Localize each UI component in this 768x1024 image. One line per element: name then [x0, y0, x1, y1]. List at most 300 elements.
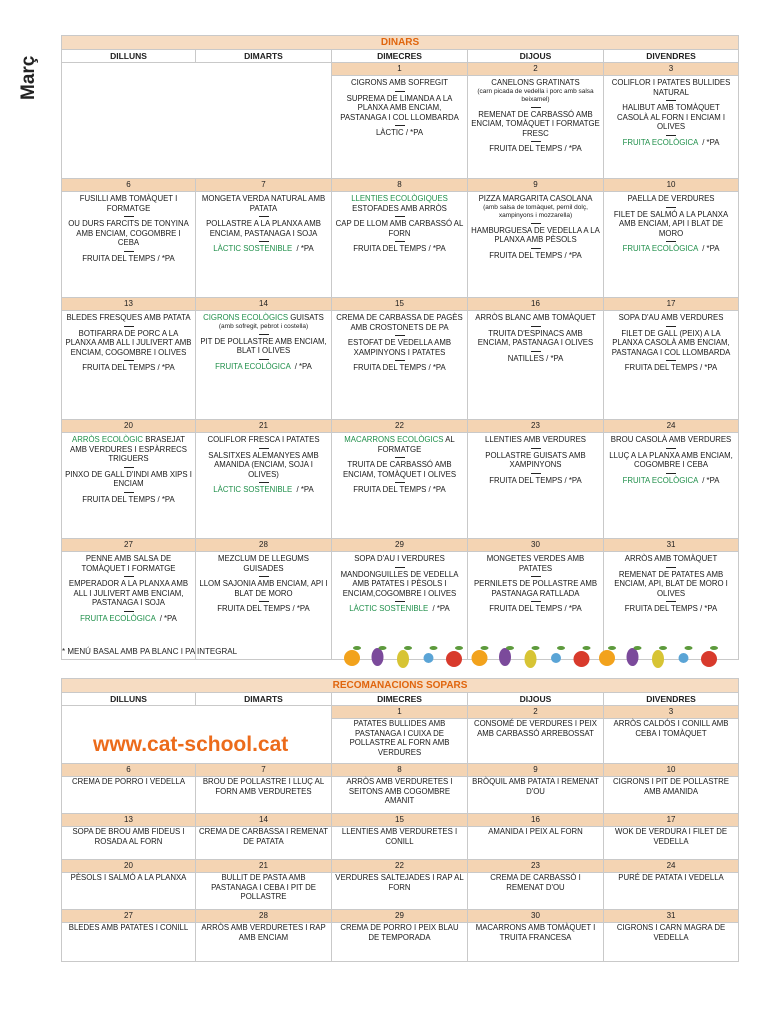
- dish: [471, 451, 600, 470]
- dish-separator: [335, 564, 464, 570]
- dish-text: HAMBURGUESA DE VEDELLA A LA PLANXA AMB PÈSOLS: [471, 225, 600, 244]
- dish-text: PERNILETS DE POLLASTRE AMB PASTANAGA RATLLADA: [473, 579, 598, 598]
- dish-text: / *PA: [290, 361, 312, 371]
- dish-separator: [607, 132, 735, 138]
- dinner-cell: [604, 827, 739, 860]
- eco-label: LÀCTIC SOSTENIBLE: [213, 485, 293, 494]
- menu-cell: [332, 311, 468, 420]
- dish: [471, 110, 600, 139]
- dish: [65, 254, 192, 264]
- dish-text: / *PA: [428, 604, 450, 613]
- dish-separator: [65, 357, 192, 363]
- dish: [199, 435, 328, 445]
- dish-separator: [471, 348, 600, 354]
- dish-text: FRUITA DEL TEMPS / *PA: [489, 250, 582, 260]
- menu-cell: [62, 192, 196, 298]
- date-number: 24: [604, 860, 739, 873]
- dish-text: BRASEJAT AMB VERDURES I ESPÀRRECS TRIGUERS: [70, 435, 190, 463]
- eco-label: FRUITA ECOLÒGICA: [622, 137, 698, 147]
- dish-separator: [335, 454, 464, 460]
- dinner-cell: [196, 827, 332, 860]
- dish-separator: [607, 204, 735, 210]
- date-number: 2: [468, 63, 604, 76]
- eco-label: LÀCTIC SOSTENIBLE: [213, 244, 293, 253]
- flower-icon: [679, 653, 689, 663]
- dish: [471, 313, 600, 323]
- dish-detail: (amb sofregit, pebrot i costella): [218, 322, 309, 330]
- dish: [607, 329, 735, 358]
- leaf-icon: [455, 646, 463, 650]
- dish: [607, 313, 735, 323]
- dinner-dish: VERDURES SALTEJADES I RAP AL FORN: [335, 873, 464, 892]
- leaf-icon: [532, 646, 540, 650]
- dish: [607, 604, 735, 614]
- dish: [65, 194, 192, 213]
- dish: [335, 570, 464, 599]
- dinner-dish: CREMA DE CARBASSA I REMENAT DE PATATA: [199, 827, 328, 846]
- eco-label: ARRÒS ECOLÒGIC: [72, 435, 144, 444]
- leaf-icon: [506, 646, 514, 650]
- orange-icon: [344, 650, 360, 666]
- dish-separator: [199, 356, 328, 362]
- dish: [199, 337, 328, 356]
- dish-text: SUPREMA DE LIMANDA A LA PLANXA AMB ENCIAM, PASTANAGA I COL LLOMBARDA: [340, 93, 459, 122]
- date-number: 2: [468, 706, 604, 719]
- date-number: 22: [332, 860, 468, 873]
- dish: [199, 554, 328, 573]
- dish: [607, 570, 735, 599]
- dish-separator: [65, 608, 192, 614]
- dinner-cell: [468, 873, 604, 910]
- dish-text: BOTIFARRA DE PORC A LA PLANXA AMB ALL I JULIVERT AMB ENCIAM, COGOMBRE I OLIVES: [65, 328, 192, 357]
- date-number: 28: [196, 910, 332, 923]
- leaf-icon: [404, 646, 412, 650]
- eco-label: FRUITA ECOLÒGICA: [622, 475, 698, 485]
- date-number: 8: [332, 764, 468, 777]
- date-number: 1: [332, 706, 468, 719]
- dish-text: PIZZA MARGARITA CASOLANA: [478, 194, 593, 203]
- dish-separator: [335, 357, 464, 363]
- dish: [607, 138, 735, 148]
- dish-text: ESTOFAT DE VEDELLA AMB XAMPINYONS I PATATES: [347, 338, 452, 357]
- dish: [607, 244, 735, 254]
- menu-cell: [468, 192, 604, 298]
- dish-text: FRUITA DEL TEMPS / *PA: [489, 475, 582, 485]
- orange-icon: [472, 650, 488, 666]
- dish: [471, 194, 600, 220]
- dish-text: / *PA: [697, 244, 720, 253]
- dish-text: HALIBUT AMB TOMÀQUET CASOLÀ AL FORN I ENCIAM I OLIVES: [617, 103, 726, 131]
- dish-text: TRUITA DE CARBASSÓ AMB ENCIAM, TOMÀQUET I OLIVES: [342, 460, 457, 479]
- dish-text: COLIFLOR I PATATES BULLIDES NATURAL: [611, 78, 731, 97]
- dish-separator: [471, 104, 600, 110]
- dish: [607, 476, 735, 486]
- dinner-title: RECOMANACIONS SOPARS: [62, 679, 739, 693]
- dish-separator: [335, 122, 464, 128]
- dish-text: FRUITA DEL TEMPS / *PA: [353, 363, 446, 372]
- dish-separator: [199, 238, 328, 244]
- eco-label: FRUITA ECOLÒGICA: [622, 244, 698, 253]
- date-number: 14: [196, 814, 332, 827]
- dish: [335, 219, 464, 238]
- eco-label: LLENTIES ECOLÒGIQUES: [351, 194, 448, 203]
- date-number: 20: [62, 860, 196, 873]
- apple-icon: [574, 651, 590, 667]
- date-number: 1: [332, 63, 468, 76]
- dish-separator: [199, 573, 328, 579]
- eco-label: FRUITA ECOLÒGICA: [80, 613, 156, 623]
- dish-text: TRUITA D'ESPINACS AMB ENCIAM, PASTANAGA I OLIVES: [477, 328, 594, 347]
- dish: [471, 144, 600, 154]
- date-number: 22: [332, 420, 468, 433]
- dish-separator: [471, 598, 600, 604]
- fruit-border-illustration: [340, 643, 728, 671]
- dinner-menu-table: [61, 678, 739, 962]
- dish: [335, 194, 464, 213]
- dish-separator: [471, 323, 600, 329]
- dish-text: FRUITA DEL TEMPS / *PA: [82, 253, 175, 263]
- date-number: 20: [62, 420, 196, 433]
- dish-text: MANDONGUILLES DE VEDELLA AMB PATATES I PÈSOLS I ENCIAM,COGOMBRE I OLIVES: [340, 569, 459, 598]
- apple-icon: [701, 651, 717, 667]
- dinner-dish: PÈSOLS I SALMÓ A LA PLANXA: [70, 873, 187, 882]
- dinner-cell: [332, 827, 468, 860]
- dish: [65, 219, 192, 248]
- dish-separator: [65, 464, 192, 470]
- dinner-cell: [196, 873, 332, 910]
- dinner-dish: CIGRONS I PIT DE POLLASTRE AMB AMANIDA: [613, 777, 730, 796]
- date-number: 16: [468, 814, 604, 827]
- date-number: 31: [604, 910, 739, 923]
- menu-cell: [62, 311, 196, 420]
- dish-text: LLENTIES AMB VERDURES: [485, 435, 586, 444]
- dish-text: FRUITA DEL TEMPS / *PA: [353, 485, 446, 494]
- dish-text: AL FORMATGE: [377, 435, 457, 454]
- dinner-dish: SOPA DE BROU AMB FIDEUS I ROSADA AL FORN: [72, 827, 185, 846]
- menu-cell: [62, 433, 196, 539]
- dinner-cell: [62, 873, 196, 910]
- dish-text: FRUITA DEL TEMPS / *PA: [82, 494, 175, 504]
- dinner-dish: ARRÒS AMB VERDURETES I SEITONS AMB COGOMBRE AMANIT: [346, 777, 453, 805]
- dish-text: REMENAT DE CARBASSÓ AMB ENCIAM, TOMÀQUET I FORMATGE FRESC: [471, 109, 600, 138]
- dish-text: SOPA D'AU I VERDURES: [354, 554, 445, 563]
- dish-text: / *PA: [292, 244, 314, 253]
- dish-text: ESTOFADES AMB ARRÒS: [352, 194, 450, 213]
- dish: [199, 451, 328, 480]
- dish-text: CIGRONS AMB SOFREGIT: [350, 78, 449, 87]
- menu-cell: [604, 76, 739, 179]
- date-number: 7: [196, 764, 332, 777]
- day-header: DILLUNS: [62, 693, 196, 706]
- dish: [471, 354, 600, 364]
- dish-separator: [335, 238, 464, 244]
- menu-cell: [468, 76, 604, 179]
- dinner-cell: [468, 777, 604, 814]
- dinner-cell: [468, 827, 604, 860]
- illustration-cell: [62, 63, 332, 179]
- dish: [607, 554, 735, 564]
- date-number: 3: [604, 63, 739, 76]
- dinner-cell: [62, 923, 196, 962]
- dinner-dish: ARRÒS CALDÓS I CONILL AMB CEBA I TOMÀQUET: [613, 719, 729, 738]
- dish-text: POLLASTRE GUISATS AMB XAMPINYONS: [485, 450, 586, 469]
- dish-text: FRUITA DEL TEMPS / *PA: [624, 363, 718, 372]
- lunch-title: DINARS: [62, 36, 739, 50]
- dish-text: FILET DE GALL (PEIX) A LA PLANXA CASOLÀ AMB ENCIAM, PASTANAGA I COL LLOMBARDA: [611, 328, 731, 357]
- dish-text: SOPA D'AU AMB VERDURES: [618, 313, 724, 322]
- dish-text: / *PA: [292, 485, 314, 494]
- dish: [471, 226, 600, 245]
- dish-separator: [471, 138, 600, 144]
- dinner-dish: PATATES BULLIDES AMB PASTANAGA I CUIXA DE POLLASTRE AL FORN AMB VERDURES: [349, 719, 450, 757]
- date-number: 29: [332, 539, 468, 552]
- date-number: 23: [468, 420, 604, 433]
- grape-icon: [627, 648, 639, 666]
- dish-separator: [65, 213, 192, 219]
- date-number: 9: [468, 764, 604, 777]
- dish: [607, 451, 735, 470]
- leaf-icon: [608, 646, 616, 650]
- dish: [335, 78, 464, 88]
- dish-separator: [607, 357, 735, 363]
- dish-separator: [471, 573, 600, 579]
- dish-separator: [335, 332, 464, 338]
- leaf-icon: [710, 646, 718, 650]
- dish-text: FRUITA DEL TEMPS / *PA: [82, 363, 175, 372]
- menu-cell: [196, 433, 332, 539]
- dish-text: PENNE AMB SALSA DE TOMÀQUET I FORMATGE: [81, 554, 176, 573]
- date-number: 29: [332, 910, 468, 923]
- date-number: 27: [62, 539, 196, 552]
- grape-icon: [372, 648, 384, 666]
- date-number: 21: [196, 860, 332, 873]
- date-number: 10: [604, 179, 739, 192]
- dish-text: BROU CASOLÀ AMB VERDURES: [610, 435, 732, 444]
- date-number: 15: [332, 298, 468, 311]
- dish-text: COLIFLOR FRESCA I PATATES: [207, 435, 320, 444]
- leaf-icon: [659, 646, 667, 650]
- dinner-dish: CONSOMÉ DE VERDURES I PEIX AMB CARBASSÓ ARREBOSSAT: [473, 719, 598, 738]
- date-number: 7: [196, 179, 332, 192]
- menu-cell: [332, 76, 468, 179]
- dinner-dish: BROU DE POLLASTRE I LLUÇ AL FORN AMB VERDURETES: [202, 777, 325, 796]
- dish-separator: [607, 470, 735, 476]
- dish: [335, 435, 464, 454]
- dish-text: / *PA: [155, 613, 177, 623]
- dish-text: FRUITA DEL TEMPS / *PA: [217, 604, 310, 613]
- dish-detail: (carn picada de vedella i porc amb salsa beixamel): [477, 87, 594, 103]
- date-number: 30: [468, 910, 604, 923]
- dish: [199, 485, 328, 495]
- day-header: DILLUNS: [62, 50, 196, 63]
- dish: [335, 94, 464, 123]
- menu-cell: [196, 311, 332, 420]
- dish: [335, 604, 464, 614]
- dinner-dish: BULLIT DE PASTA AMB PASTANAGA I CEBA I PIT DE POLLASTRE: [211, 873, 316, 901]
- dish: [607, 194, 735, 204]
- dish-text: MONGETES VERDES AMB PATATES: [486, 554, 585, 573]
- dish-separator: [607, 564, 735, 570]
- day-header: DIMECRES: [332, 693, 468, 706]
- date-number: 13: [62, 814, 196, 827]
- eco-label: MACARRONS ECOLÒGICS: [344, 435, 444, 444]
- pear-icon: [397, 650, 409, 668]
- dish-separator: [65, 323, 192, 329]
- dish-text: FRUITA DEL TEMPS / *PA: [353, 244, 446, 253]
- dish-separator: [471, 245, 600, 251]
- pear-icon: [652, 650, 664, 668]
- dish-separator: [335, 598, 464, 604]
- dish: [65, 363, 192, 373]
- dish-separator: [65, 489, 192, 495]
- dinner-dish: WOK DE VERDURA I FILET DE VEDELLA: [614, 827, 728, 846]
- dish-text: LÀCTIC / *PA: [375, 128, 424, 137]
- dish: [65, 435, 192, 464]
- dish-text: MEZCLUM DE LLEGUMS GUISADES: [218, 554, 309, 573]
- dish-detail: (amb salsa de tomàquet, pernil dolç, xampinyons i mozzarella): [483, 203, 588, 219]
- dish: [335, 128, 464, 138]
- date-number: 17: [604, 298, 739, 311]
- dish-separator: [65, 248, 192, 254]
- month-title: Març: [18, 55, 39, 100]
- dish: [607, 78, 735, 97]
- day-header: DIVENDRES: [604, 693, 739, 706]
- dish: [335, 338, 464, 357]
- dish-text: GUISATS: [288, 313, 324, 322]
- dish-separator: [607, 323, 735, 329]
- dinner-cell: [332, 719, 468, 764]
- menu-cell: [604, 192, 739, 298]
- eco-label: FRUITA ECOLÒGICA: [215, 361, 291, 371]
- dish-separator: [471, 470, 600, 476]
- date-number: 9: [468, 179, 604, 192]
- dish: [471, 78, 600, 104]
- dish: [199, 579, 328, 598]
- day-header: DIJOUS: [468, 693, 604, 706]
- dish: [199, 194, 328, 213]
- leaf-icon: [685, 646, 693, 650]
- menu-cell: [468, 311, 604, 420]
- dish-text: FRUITA DEL TEMPS / *PA: [489, 144, 582, 153]
- dinner-dish: CREMA DE PORRO I PEIX BLAU DE TEMPORADA: [340, 923, 459, 942]
- dish: [65, 313, 192, 323]
- dish-text: SALSITXES ALEMANYES AMB AMANIDA (ENCIAM, SOJA I OLIVES): [208, 450, 319, 479]
- dish: [607, 435, 735, 445]
- apple-icon: [446, 651, 462, 667]
- dish: [199, 362, 328, 372]
- dish: [471, 604, 600, 614]
- leaf-icon: [557, 646, 565, 650]
- dish-text: FRUITA DEL TEMPS / *PA: [489, 604, 582, 613]
- dish-separator: [471, 445, 600, 451]
- date-number: 31: [604, 539, 739, 552]
- date-number: 10: [604, 764, 739, 777]
- dish-text: / *PA: [697, 137, 720, 147]
- dish-separator: [607, 97, 735, 103]
- dish: [335, 460, 464, 479]
- dinner-cell: [468, 923, 604, 962]
- dish-text: OU DURS FARCITS DE TONYINA AMB ENCIAM, COGOMBRE I CEBA: [68, 219, 189, 247]
- leaf-icon: [634, 646, 642, 650]
- dish-text: PAELLA DE VERDURES: [627, 194, 715, 203]
- day-header: DIMARTS: [196, 693, 332, 706]
- dish-text: FILET DE SALMÓ A LA PLANXA AMB ENCIAM, API I BLAT DE MORO: [613, 209, 729, 238]
- dinner-dish: MACARRONS AMB TOMÀQUET I TRUITA FRANCESA: [475, 923, 596, 942]
- dish-separator: [471, 220, 600, 226]
- dish: [471, 329, 600, 348]
- date-number: 17: [604, 814, 739, 827]
- dish-separator: [607, 598, 735, 604]
- dish: [65, 579, 192, 608]
- menu-cell: [332, 192, 468, 298]
- lunch-menu-table: [61, 35, 739, 660]
- dish: [471, 579, 600, 598]
- dish: [199, 604, 328, 614]
- menu-cell: [332, 433, 468, 539]
- date-number: 14: [196, 298, 332, 311]
- dinner-dish: ARRÒS AMB VERDURETES I RAP AMB ENCIAM: [201, 923, 326, 942]
- dinner-dish: CREMA DE PORRO I VEDELLA: [71, 777, 186, 786]
- dish: [335, 363, 464, 373]
- dinner-cell: [62, 827, 196, 860]
- dish: [65, 470, 192, 489]
- dish-text: / *PA: [697, 475, 720, 485]
- flower-icon: [551, 653, 561, 663]
- dinner-dish: PURÉ DE PATATA I VEDELLA: [618, 873, 724, 882]
- dish-separator: [607, 238, 735, 244]
- dish: [471, 554, 600, 573]
- dinner-cell: [468, 719, 604, 764]
- day-header: DIMARTS: [196, 50, 332, 63]
- menu-cell: [196, 552, 332, 660]
- dish: [607, 210, 735, 239]
- dish-text: FRUITA DEL TEMPS / *PA: [624, 604, 718, 613]
- dinner-dish: LLENTIES AMB VERDURETES I CONILL: [341, 827, 458, 846]
- dish: [607, 363, 735, 373]
- dish-separator: [607, 445, 735, 451]
- dinner-cell: [604, 777, 739, 814]
- dish-separator: [199, 331, 328, 337]
- pear-icon: [525, 650, 537, 668]
- date-number: 16: [468, 298, 604, 311]
- dinner-cell: [332, 873, 468, 910]
- flower-icon: [424, 653, 434, 663]
- dinner-dish: BLEDES AMB PATATES I CONILL: [68, 923, 189, 932]
- dish: [335, 554, 464, 564]
- website-link[interactable]: www.cat-school.cat: [93, 733, 289, 756]
- dish-text: FUSILLI AMB TOMÀQUET I FORMATGE: [79, 194, 178, 213]
- dish-separator: [335, 213, 464, 219]
- date-number: 13: [62, 298, 196, 311]
- dish: [65, 495, 192, 505]
- leaf-icon: [481, 646, 489, 650]
- dish-separator: [335, 479, 464, 485]
- dish: [335, 485, 464, 495]
- date-number: 28: [196, 539, 332, 552]
- day-header: DIJOUS: [468, 50, 604, 63]
- menu-cell: [604, 311, 739, 420]
- dish-text: REMENAT DE PATATES AMB ENCIAM, API, BLAT DE MORO I OLIVES: [614, 569, 728, 598]
- dish: [199, 313, 328, 331]
- day-header: DIMECRES: [332, 50, 468, 63]
- dinner-cell: [332, 777, 468, 814]
- dish: [471, 251, 600, 261]
- dinner-cell: [604, 719, 739, 764]
- dish-text: LLOM SAJONIA AMB ENCIAM, API I BLAT DE MORO: [199, 579, 328, 598]
- dish-separator: [335, 88, 464, 94]
- dish-text: ARRÒS BLANC AMB TOMÀQUET: [475, 313, 596, 322]
- date-number: 23: [468, 860, 604, 873]
